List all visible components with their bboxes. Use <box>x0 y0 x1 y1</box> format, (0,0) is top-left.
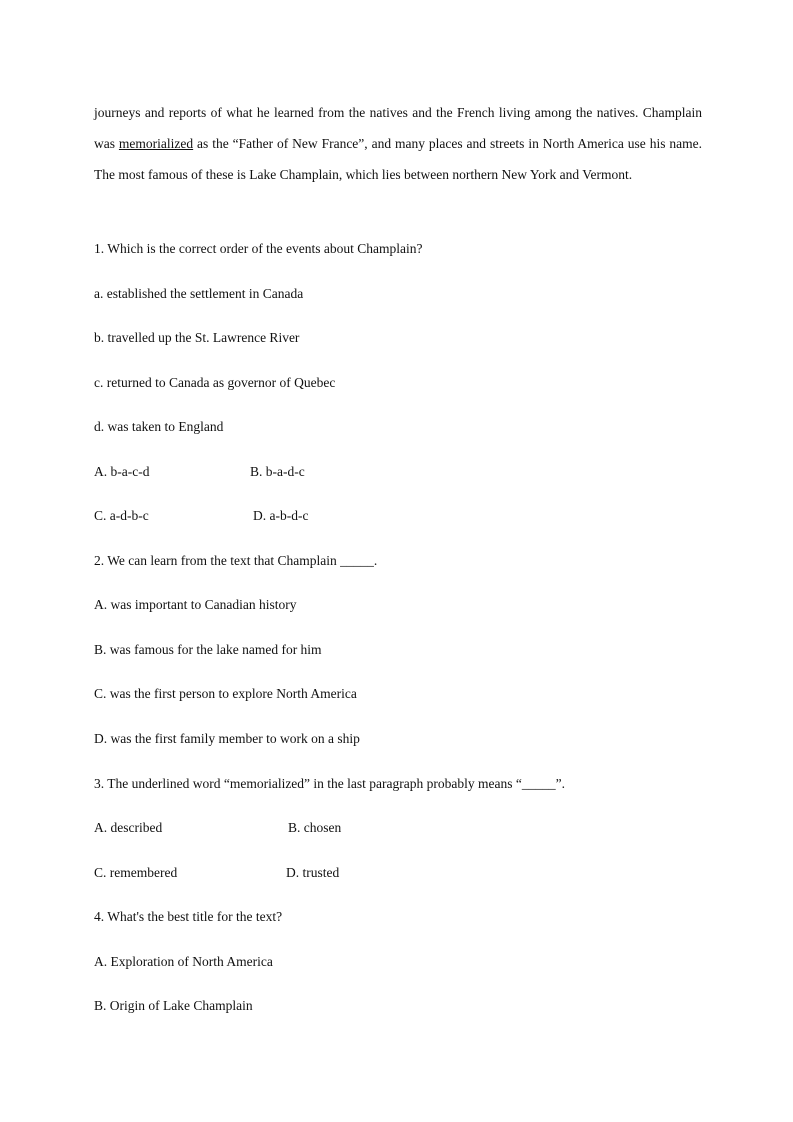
question-3-stem: 3. The underlined word “memorialized” in the last paragraph probably means “_____”. <box>94 776 565 791</box>
passage-text-end: as the “Father of New France”, and many places and streets in North America use his name. The most famous of these is Lake Champlain, which lies between northern New York and Vermont. <box>94 136 702 182</box>
q1-event-b: b. travelled up the St. Lawrence River <box>94 330 300 345</box>
q1-event-a: a. established the settlement in Canada <box>94 286 304 301</box>
q4-option-a: A. Exploration of North America <box>94 954 273 969</box>
question-2-stem: 2. We can learn from the text that Champlain _____. <box>94 553 378 568</box>
q1-option-d: D. a-b-d-c <box>253 508 309 523</box>
underlined-word: memorialized <box>118 136 194 151</box>
q1-option-b: B. b-a-d-c <box>250 464 305 479</box>
q3-option-b: B. chosen <box>288 820 342 835</box>
q1-option-a: A. b-a-c-d <box>94 464 150 479</box>
q4-option-b: B. Origin of Lake Champlain <box>94 998 253 1013</box>
q1-option-c: C. a-d-b-c <box>94 508 149 523</box>
q3-option-a: A. described <box>94 820 163 835</box>
q1-event-d: d. was taken to England <box>94 419 224 434</box>
question-1-stem: 1. Which is the correct order of the events about Champlain? <box>94 241 423 256</box>
q2-option-b: B. was famous for the lake named for him <box>94 642 322 657</box>
passage-paragraph <box>94 97 702 190</box>
q1-event-c: c. returned to Canada as governor of Quebec <box>94 375 336 390</box>
q2-option-d: D. was the first family member to work on a ship <box>94 731 360 746</box>
q2-option-c: C. was the first person to explore North America <box>94 686 357 701</box>
question-4-stem: 4. What's the best title for the text? <box>94 909 283 924</box>
q3-option-d: D. trusted <box>286 865 340 880</box>
q2-option-a: A. was important to Canadian history <box>94 597 297 612</box>
passage-text-start: journeys and reports of what he learned from the natives and the French living among the natives. Champlain was <box>94 105 702 151</box>
q3-option-c: C. remembered <box>94 865 178 880</box>
